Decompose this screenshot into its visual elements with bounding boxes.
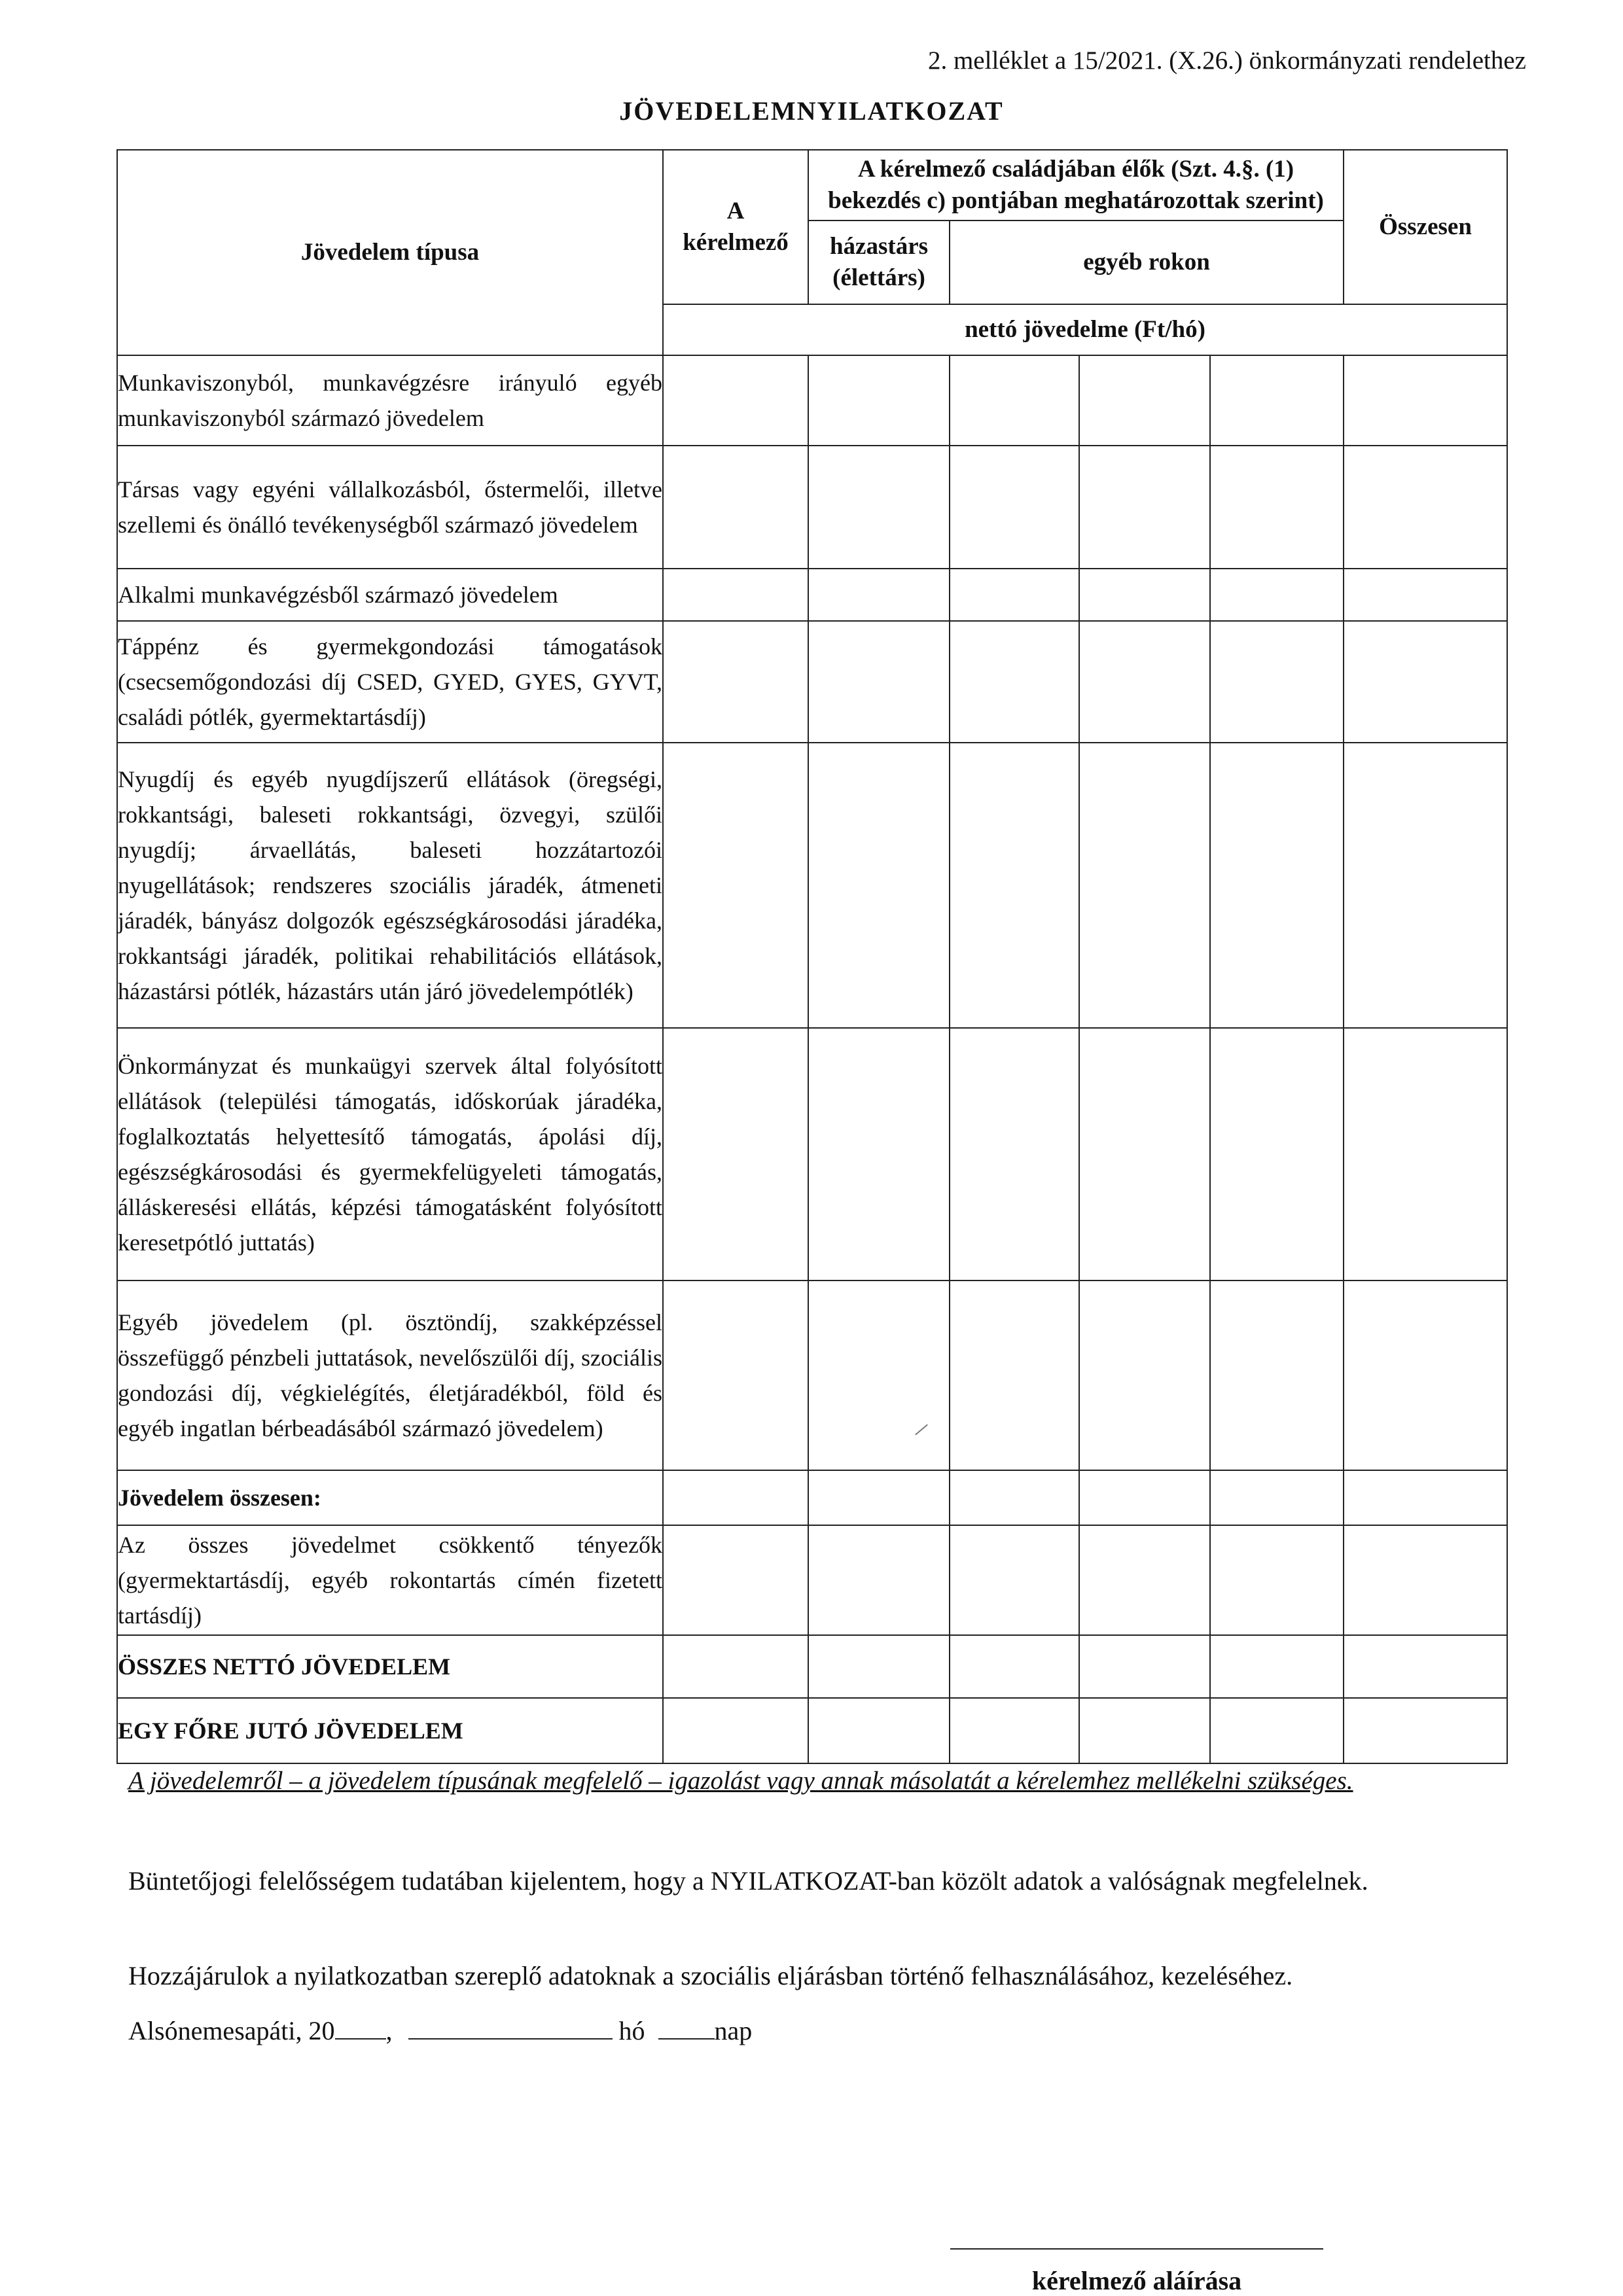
table-cell[interactable] [1210, 621, 1344, 743]
table-cell[interactable] [808, 569, 950, 621]
table-cell[interactable] [1344, 1525, 1507, 1635]
table-cell[interactable] [1210, 569, 1344, 621]
table-cell[interactable] [663, 1698, 808, 1763]
table-cell[interactable] [1079, 569, 1210, 621]
table-cell[interactable] [808, 355, 950, 446]
table-cell[interactable] [1344, 1470, 1507, 1525]
table-cell[interactable] [663, 621, 808, 743]
row-label: Az összes jövedelmet csökkentő tényezők (gyermektartásdíj, egyéb rokontartás címén fizetett tartásdíj) [117, 1525, 663, 1635]
table-cell[interactable] [1210, 1698, 1344, 1763]
day-blank[interactable] [658, 2016, 715, 2040]
table-cell[interactable] [663, 446, 808, 569]
header-spouse-line2: (élettárs) [832, 264, 925, 291]
table-cell[interactable] [808, 1698, 950, 1763]
table-cell[interactable] [1079, 1470, 1210, 1525]
row-label-income-total: Jövedelem összesen: [117, 1470, 663, 1525]
table-cell[interactable] [808, 743, 950, 1028]
table-cell[interactable] [1079, 1635, 1210, 1698]
table-cell[interactable] [1079, 621, 1210, 743]
header-net-income: nettó jövedelme (Ft/hó) [663, 304, 1507, 355]
table-cell[interactable] [1210, 1525, 1344, 1635]
table-cell[interactable] [950, 621, 1079, 743]
signature-label: kérelmező aláírása [1031, 2266, 1242, 2295]
attachment-note: A jövedelemről – a jövedelem típusának megfelelő – igazolást vagy annak másolatát a kérelemhez mellékelni szükséges. [128, 1767, 1353, 1795]
table-cell[interactable] [950, 569, 1079, 621]
table-row [117, 1470, 1507, 1525]
table-cell[interactable] [1344, 355, 1507, 446]
table-cell[interactable] [663, 1028, 808, 1280]
table-row [117, 569, 1507, 621]
row-label: Önkormányzat és munkaügyi szervek által folyósított ellátások (települési támogatás, időskorúak járadéka, foglalkoztatás helyettesítő támogatás, ápolási díj, egészségkárosodási és gyermekfelügyeleti támogatás, álláskeresési ellátás, képzési támogatásként folyósított keresetpótló juttatás) [117, 1028, 663, 1280]
year-blank[interactable] [335, 2016, 386, 2040]
header-applicant-line1: A [726, 197, 745, 224]
table-row [117, 1028, 1507, 1280]
table-cell[interactable] [1344, 621, 1507, 743]
table-cell[interactable] [1079, 743, 1210, 1028]
table-cell[interactable] [1344, 1698, 1507, 1763]
header-applicant-line2: kérelmező [683, 229, 789, 256]
table-cell[interactable] [1079, 1698, 1210, 1763]
header-other-relative: egyéb rokon [950, 221, 1344, 304]
table-cell[interactable] [663, 1525, 808, 1635]
table-cell[interactable] [950, 1280, 1079, 1470]
table-cell[interactable] [950, 1470, 1079, 1525]
income-table [116, 149, 1508, 1764]
place-prefix: Alsónemesapáti, 20 [128, 2016, 335, 2045]
table-cell[interactable] [1344, 446, 1507, 569]
liability-declaration: Büntetőjogi felelősségem tudatában kijelentem, hogy a NYILATKOZAT-ban közölt adatok a valóságnak megfelelnek. [128, 1866, 1368, 1896]
table-cell[interactable] [1210, 743, 1344, 1028]
table-cell[interactable] [1210, 1470, 1344, 1525]
table-cell[interactable] [950, 1698, 1079, 1763]
table-cell[interactable] [1344, 743, 1507, 1028]
table-cell[interactable] [1210, 355, 1344, 446]
table-cell[interactable] [1344, 1635, 1507, 1698]
table-row [117, 355, 1507, 446]
table-row [117, 1635, 1507, 1698]
table-cell[interactable] [663, 743, 808, 1028]
row-label: Nyugdíj és egyéb nyugdíjszerű ellátások (öregségi, rokkantsági, baleseti rokkantsági, özvegyi, szülői nyugdíj; árvaellátás, baleseti hozzátartozói nyugellátások; rendszeres szociális járadék, átmeneti járadék, bányász dolgozók egészségkárosodási járadéka, rokkantsági járadék, politikai rehabilitációs ellátások, házastársi pótlék, házastárs után járó jövedelempótlék) [117, 743, 663, 1028]
table-cell[interactable] [663, 1470, 808, 1525]
table-row [117, 1280, 1507, 1470]
table-cell[interactable] [1210, 1280, 1344, 1470]
table-cell[interactable] [663, 1635, 808, 1698]
table-cell[interactable] [950, 355, 1079, 446]
data-processing-consent: Hozzájárulok a nyilatkozatban szereplő adatoknak a szociális eljárásban történő felhasználásához, kezeléséhez. [128, 1961, 1293, 1990]
row-label: Munkaviszonyból, munkavégzésre irányuló egyéb munkaviszonyból származó jövedelem [117, 355, 663, 446]
row-label: Táppénz és gyermekgondozási támogatások (csecsemőgondozási díj CSED, GYED, GYES, GYVT, családi pótlék, gyermektartásdíj) [117, 621, 663, 743]
table-row [117, 1698, 1507, 1763]
header-family-members: A kérelmező családjában élők (Szt. 4.§. (1) bekezdés c) pontjában meghatározottak szerint) [808, 150, 1344, 221]
header-total: Összesen [1344, 150, 1507, 304]
table-cell[interactable] [950, 446, 1079, 569]
table-cell[interactable] [808, 1028, 950, 1280]
table-cell[interactable] [950, 1525, 1079, 1635]
table-cell[interactable] [808, 621, 950, 743]
place-date-line [128, 2015, 752, 2046]
month-suffix: hó [618, 2016, 645, 2045]
table-cell[interactable] [1079, 1028, 1210, 1280]
table-cell[interactable] [808, 1280, 950, 1470]
row-label-per-capita-income: EGY FŐRE JUTÓ JÖVEDELEM [117, 1698, 663, 1763]
table-row [117, 446, 1507, 569]
table-cell[interactable] [808, 446, 950, 569]
table-cell[interactable] [950, 743, 1079, 1028]
table-cell[interactable] [808, 1470, 950, 1525]
table-cell[interactable] [1210, 446, 1344, 569]
table-row [117, 1525, 1507, 1635]
table-cell[interactable] [1210, 1028, 1344, 1280]
row-label-total-net-income: ÖSSZES NETTÓ JÖVEDELEM [117, 1635, 663, 1698]
row-label: Egyéb jövedelem (pl. ösztöndíj, szakképzéssel összefüggő pénzbeli juttatások, nevelőszülői díj, szociális gondozási díj, végkielégítés, életjáradékból, föld és egyéb ingatlan bérbeadásából származó jövedelem) [117, 1280, 663, 1470]
signature-line[interactable] [950, 2248, 1323, 2250]
annex-reference: 2. melléklet a 15/2021. (X.26.) önkormányzati rendelethez [927, 46, 1526, 75]
day-suffix: nap [714, 2016, 753, 2045]
table-cell[interactable] [1079, 1280, 1210, 1470]
table-cell[interactable] [808, 1525, 950, 1635]
table-cell[interactable] [1210, 1635, 1344, 1698]
table-cell[interactable] [663, 569, 808, 621]
header-income-type: Jövedelem típusa [117, 150, 663, 355]
table-cell[interactable] [950, 1635, 1079, 1698]
table-cell[interactable] [663, 355, 808, 446]
table-row [117, 621, 1507, 743]
table-cell[interactable] [808, 1635, 950, 1698]
row-label: Társas vagy egyéni vállalkozásból, őstermelői, illetve szellemi és önálló tevékenységből származó jövedelem [117, 446, 663, 569]
table-cell[interactable] [1344, 569, 1507, 621]
document-title: JÖVEDELEMNYILATKOZAT [619, 96, 1004, 126]
month-blank[interactable] [408, 2016, 613, 2040]
table-cell[interactable] [950, 1028, 1079, 1280]
header-spouse [808, 221, 950, 304]
table-cell[interactable] [1344, 1280, 1507, 1470]
table-cell[interactable] [1079, 355, 1210, 446]
header-spouse-line1: házastárs [829, 232, 929, 260]
date-separator: , [385, 2016, 393, 2045]
table-row [117, 743, 1507, 1028]
table-cell[interactable] [1344, 1028, 1507, 1280]
table-cell[interactable] [663, 1280, 808, 1470]
header-applicant [663, 150, 808, 304]
row-label: Alkalmi munkavégzésből származó jövedelem [117, 569, 663, 621]
table-cell[interactable] [1079, 446, 1210, 569]
table-cell[interactable] [1079, 1525, 1210, 1635]
